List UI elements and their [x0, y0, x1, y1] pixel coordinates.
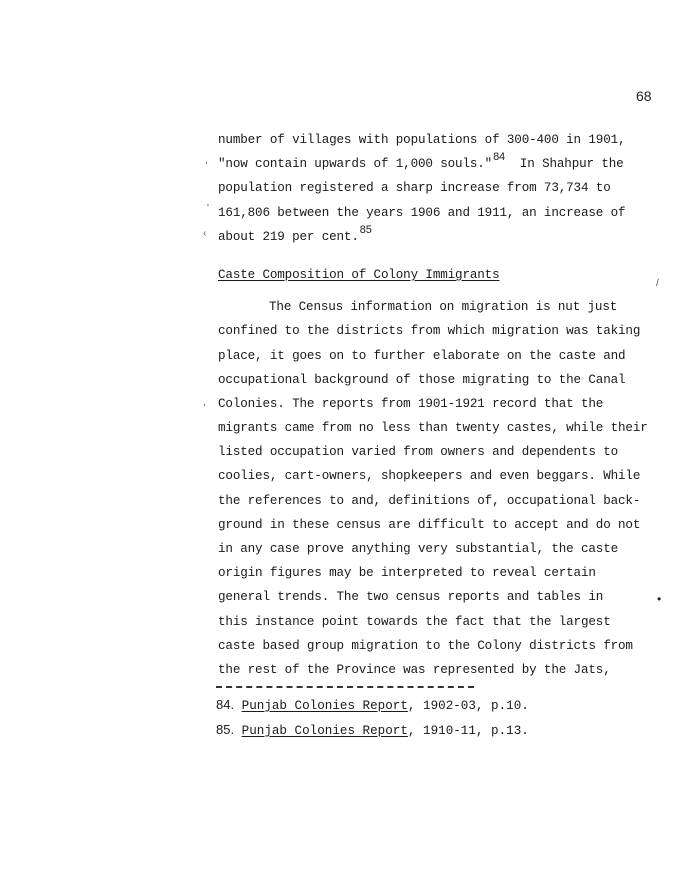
footnote-ref-84[interactable]: 84 — [493, 151, 506, 164]
paragraph-line: the rest of the Province was represented by the Jats, — [218, 662, 611, 677]
spacer — [218, 249, 658, 263]
paragraph-line: origin figures may be interpreted to reveal certain — [218, 566, 596, 581]
paragraph-line: Colonies. The reports from 1901-1921 record that the — [218, 396, 604, 411]
body-text — [218, 128, 658, 682]
footnote-84 — [216, 693, 529, 718]
paragraph-line: coolies, cart-owners, shopkeepers and even beggars. While — [218, 469, 641, 484]
text-line: number of villages with populations of 300-400 in 1901, — [218, 133, 626, 147]
page-number: 68 — [636, 88, 652, 104]
paragraph-line: occupational background of those migrating to the Canal — [218, 372, 626, 387]
section-heading: Caste Composition of Colony Immigrants — [218, 267, 500, 282]
footnote-citation: , 1902-03, p.10. — [407, 699, 529, 713]
footnote-85 — [216, 718, 529, 743]
text-line: 161,806 between the years 1906 and 1911, an increase of — [218, 205, 626, 220]
paragraph-line: this instance point towards the fact that the largest — [218, 614, 611, 629]
margin-mark: ' — [207, 203, 209, 214]
footnote-source-title: Punjab Colonies Report — [241, 699, 408, 713]
margin-mark: ‹ — [203, 228, 207, 239]
paragraph-line: ground in these census are difficult to accept and do not — [218, 517, 641, 532]
footnote-number: 85. — [216, 722, 235, 737]
footnote-citation: , 1910-11, p.13. — [407, 724, 529, 738]
footnote-ref-85[interactable]: 85 — [359, 223, 372, 236]
margin-mark: , — [205, 155, 208, 166]
footnote-source-title: Punjab Colonies Report — [241, 724, 408, 738]
paragraph-line: in any case prove anything very substantial, the caste — [218, 542, 619, 556]
quote-text: "now contain upwards of 1,000 souls." — [218, 157, 493, 172]
paragraph-line: confined to the districts from which migration was taking — [218, 324, 641, 339]
text-segment: In Shahpur the — [519, 157, 624, 172]
paragraph-line: listed occupation varied from owners and dependents to — [218, 445, 619, 460]
paragraph-line: caste based group migration to the Colony districts from — [218, 638, 633, 653]
margin-mark: / — [656, 278, 659, 289]
spacer — [218, 287, 658, 295]
text-line: population registered a sharp increase from 73,734 to — [218, 181, 611, 196]
paragraph-line: place, it goes on to further elaborate on the caste and — [218, 348, 626, 363]
text-line — [218, 225, 658, 249]
margin-mark: • — [657, 592, 662, 606]
text-segment: about 219 per cent. — [218, 229, 359, 244]
paragraph-line: migrants came from no less than twenty castes, while their — [218, 421, 648, 436]
footnote-number: 84. — [216, 697, 235, 712]
paragraph-line: general trends. The two census reports and tables in — [218, 590, 604, 605]
footnotes — [216, 693, 529, 743]
footnote-divider — [216, 686, 474, 688]
paragraph-line: The Census information on migration is nut just — [269, 300, 618, 315]
paragraph-line: the references to and, definitions of, occupational back- — [218, 493, 641, 508]
text-line — [218, 152, 658, 176]
margin-mark: , — [203, 397, 206, 408]
